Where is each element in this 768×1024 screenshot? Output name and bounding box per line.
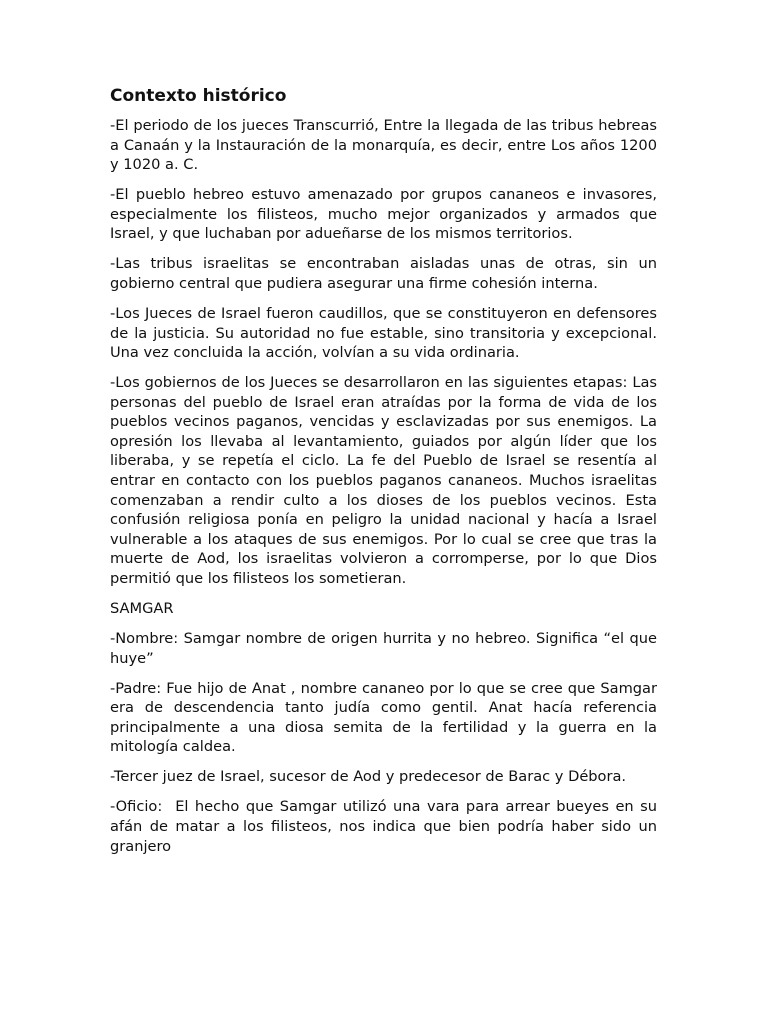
paragraph-tribus: -Las tribus israelitas se encontraban aisladas unas de otras, sin un gobierno central que pudiera asegurar una firme cohesión interna. <box>110 255 657 292</box>
document-title: Contexto histórico <box>110 86 287 106</box>
paragraph-pueblo-hebreo: -El pueblo hebreo estuvo amenazado por grupos cananeos e invasores, especialmente los filisteos, mucho mejor organizados y armados que Israel, y que luchaban por adueñarse de los mismos territorios. <box>110 186 657 243</box>
paragraph-tercer-juez: -Tercer juez de Israel, sucesor de Aod y predecesor de Barac y Débora. <box>110 768 627 786</box>
section-heading-samgar: SAMGAR <box>110 600 174 618</box>
paragraph-jueces: -Los Jueces de Israel fueron caudillos, que se constituyeron en defensores de la justicia. Su autoridad no fue estable, sino transitoria y excepcional. Una vez concluida la acción, volvían a su vida ordinaria. <box>110 304 657 362</box>
document-page <box>110 84 662 867</box>
paragraph-oficio: -Oficio: El hecho que Samgar utilizó una vara para arrear bueyes en su afán de matar a los filisteos, nos indica que bien podría haber sido un granjero <box>110 798 662 855</box>
paragraph-nombre: -Nombre: Samgar nombre de origen hurrita y no hebreo. Significa “el que huye” <box>110 630 657 667</box>
paragraph-periodo: -El periodo de los jueces Transcurrió, Entre la llegada de las tribus hebreas a Canaán y la Instauración de la monarquía, es decir, entre Los años 1200 y 1020 a. C. <box>110 117 657 174</box>
paragraph-gobiernos: -Los gobiernos de los Jueces se desarrollaron en las siguientes etapas: Las personas del pueblo de Israel eran atraídas por la forma de vida de los pueblos vecinos paganos, vencidas y esclavizadas por sus enemigos. La opresión los llevaba al levantamiento, guiados por algún líder que los liberaba, y se repetía el ciclo. La fe del Pueblo de Israel se resentía al entrar en contacto con los pueblos paganos cananeos. Muchos israelitas comenzaban a rendir culto a los dioses de los pueblos vecinos. Esta confusión religiosa ponía en peligro la unidad nacional y hacía a Israel vulnerable a los ataques de sus enemigos. Por lo cual se cree que tras la muerte de Aod, los israelitas volvieron a corromperse, por lo que Dios permitió que los filisteos los sometieran. <box>110 374 657 588</box>
paragraph-padre: -Padre: Fue hijo de Anat , nombre cananeo por lo que se cree que Samgar era de descendencia tanto judía como gentil. Anat hacía referencia principalmente a una diosa semita de la fertilidad y la guerra en la mitología caldea. <box>110 679 657 756</box>
